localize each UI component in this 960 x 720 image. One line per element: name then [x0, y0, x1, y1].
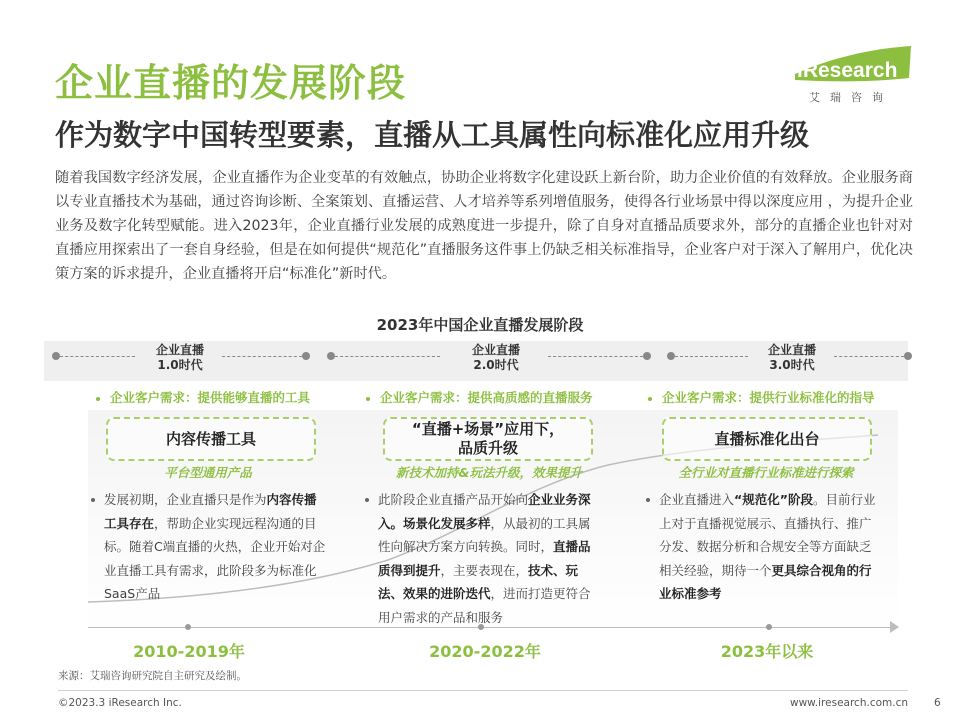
description-emphasis: 内容传播工具存在 [104, 492, 317, 531]
description-emphasis: 直播品质得到提升 [378, 539, 591, 578]
page-number: 6 [934, 697, 941, 709]
footer-divider [58, 690, 908, 691]
era-label-3: 企业直播 3.0时代 [767, 343, 816, 372]
iresearch-logo [793, 44, 913, 106]
chart-title: 2023年中国企业直播发展阶段 [376, 316, 584, 334]
page-title: 企业直播的发展阶段 [55, 61, 407, 105]
bullet-icon [365, 498, 369, 502]
description-text: ，进而打造更符合用户需求的产品和服务 [378, 586, 591, 625]
era-dashed-line [222, 356, 302, 357]
timeline-dot [185, 624, 191, 630]
description-text: 此阶段企业直播产品开始向 [378, 492, 529, 507]
era-line-dot [667, 352, 675, 360]
timeline-dot [478, 624, 484, 630]
era-line-dot [327, 352, 335, 360]
bullet-icon [646, 498, 650, 502]
website-link[interactable]: www.iresearch.com.cn [790, 697, 909, 709]
bullet-icon [96, 397, 100, 401]
logo-chinese-name: 艾瑞咨询 [809, 91, 893, 104]
bullet-icon [366, 397, 370, 401]
description-emphasis: 技术、玩法、效果的进阶迭代 [378, 562, 579, 601]
description-text: ，从最初的工具属性向解决方案方向转换。同时， [378, 515, 591, 554]
description-text: 。目前行业上对于直播视觉展示、直播执行、推广分发、数据分析和合规安全等方面缺乏相关经验，期待一个 [659, 492, 876, 578]
era-dashed-line [548, 356, 643, 357]
description-emphasis: 更具综合视角的行业标准参考 [659, 562, 872, 601]
bullet-icon [648, 397, 652, 401]
stage-description-1 [104, 488, 326, 606]
source-note: 来源：艾瑞咨询研究院自主研究及绘制。 [58, 670, 247, 682]
logo-text: iResearch [797, 59, 898, 82]
bullet-icon [91, 498, 95, 502]
description-text: ，帮助企业实现远程沟通的目标。随着C端直播的火热，企业开始对企业直播工具有需求，此阶段多为标准化SaaS产品 [104, 515, 326, 601]
stage-description-3 [659, 488, 881, 606]
stage-tag-2: 新技术加持&玩法升级，效果提升 [396, 465, 582, 480]
iresearch-logo-mark [793, 44, 913, 84]
stage-tag-1: 平台型通用产品 [164, 465, 252, 480]
era-dashed-line [675, 356, 748, 357]
stage-tool-box-2: “直播+场景”应用下， 品质升级 [383, 417, 593, 461]
customer-need-3: 企业客户需求：提供行业标准化的指导 [648, 388, 875, 406]
timeline-dot [766, 624, 772, 630]
customer-need-1: 企业客户需求：提供能够直播的工具 [96, 388, 310, 406]
era-label-1: 企业直播 1.0时代 [155, 343, 204, 372]
description-text: ，主要表现在， [440, 562, 529, 578]
era-line-dot [904, 352, 912, 360]
stage-year-3: 2023年以来 [720, 642, 814, 661]
stage-tool-box-1: 内容传播工具 [106, 417, 316, 461]
era-dashed-line [834, 356, 904, 357]
era-dashed-line [60, 356, 135, 357]
era-line-dot [52, 352, 60, 360]
stage-description-2 [378, 488, 600, 629]
description-text: 发展初期，企业直播只是作为 [104, 492, 267, 507]
intro-text: 随着我国数字经济发展，企业直播作为企业变革的有效触点，协助企业将数字化建设跃上新台阶，助力企业价值的有效释放。企业服务商以专业直播技术为基础，通过咨询诊断、全案策划、直播运营、人才培养等系列增值服务，使得各行业场景中得以深度应用 ，为提升企业业务及数字化转型赋能。进入2023年，企业直播行业发展的成熟度进一步提升，除了自身对直播品质要求外，部分的直播企业也针对对直播应用探索出了一套自身经验，但是在如何提供“规范化”直播服务这件事上仍缺乏相关标准指导，企业客户对于深入了解用户，优化决策方案的诉求提升，企业直播将开启“标准化”新时代。 [55, 170, 913, 282]
copyright: ©2023.3 iResearch Inc. [58, 697, 182, 709]
customer-need-2: 企业客户需求：提供高质感的直播服务 [366, 388, 593, 406]
description-emphasis: “规范化”阶段 [734, 492, 813, 507]
intro-paragraph [55, 166, 913, 286]
page-subtitle: 作为数字中国转型要素，直播从工具属性向标准化应用升级 [55, 118, 810, 152]
timeline-axis [88, 627, 896, 628]
era-label-2: 企业直播 2.0时代 [471, 343, 520, 372]
stage-year-1: 2010-2019年 [133, 642, 245, 661]
description-text: 企业直播进入 [659, 492, 735, 507]
stage-tag-3: 全行业对直播行业标准进行探索 [678, 465, 854, 480]
timeline-arrow-icon [890, 621, 899, 633]
stage-tool-box-3: 直播标准化出台 [662, 417, 872, 461]
era-line-dot [302, 352, 310, 360]
era-line-dot [643, 352, 651, 360]
description-emphasis: 企业业务深入。场景化发展多样 [378, 492, 591, 531]
era-dashed-line [335, 356, 440, 357]
stage-year-2: 2020-2022年 [429, 642, 541, 661]
